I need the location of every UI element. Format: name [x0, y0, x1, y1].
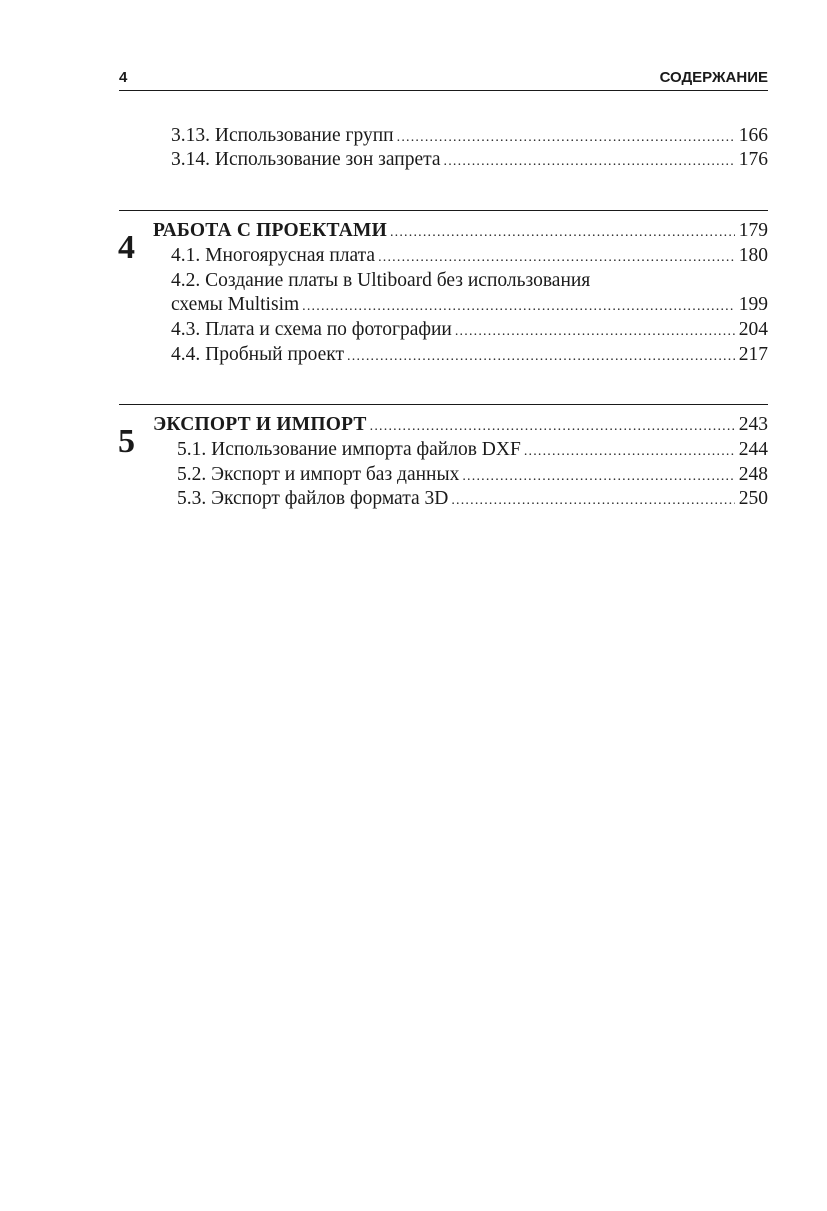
- toc-entry-page: 180: [738, 245, 768, 266]
- header-page-number: 4: [119, 69, 128, 86]
- toc-entry-page: 244: [738, 439, 768, 460]
- toc-entry-title: 4.1. Многоярусная плата: [171, 245, 376, 266]
- dot-leader: [524, 440, 735, 464]
- toc-entry-title: 5.3. Экспорт файлов формата 3D: [177, 488, 449, 509]
- toc-chapter-heading[interactable]: [153, 413, 768, 437]
- chapter-number: 5: [118, 423, 135, 460]
- toc-entry-title: 3.13. Использование групп: [171, 125, 394, 146]
- toc-entry-title: 4.3. Плата и схема по фотографии: [171, 319, 452, 340]
- dot-leader: [455, 320, 735, 344]
- dot-leader: [451, 489, 734, 513]
- chapter-rule: [119, 404, 768, 405]
- toc-entry[interactable]: [171, 318, 768, 342]
- dot-leader: [444, 150, 735, 174]
- toc-entry-title: 5.2. Экспорт и импорт баз данных: [177, 464, 460, 485]
- toc-entry[interactable]: [177, 463, 768, 487]
- toc-entry-page: 250: [738, 488, 768, 509]
- toc-entry[interactable]: [177, 487, 768, 511]
- toc-entry-page: 248: [738, 464, 768, 485]
- toc-entry[interactable]: [171, 124, 768, 148]
- dot-leader: [390, 221, 735, 245]
- dot-leader: [378, 246, 735, 270]
- toc-chapter-heading[interactable]: [153, 219, 768, 243]
- dot-leader: [397, 126, 735, 150]
- toc-entry-page: 199: [738, 294, 768, 315]
- toc-entry[interactable]: [177, 438, 768, 462]
- toc-entry-title: 3.14. Использование зон запрета: [171, 149, 441, 170]
- toc-entry-title: 5.1. Использование импорта файлов DXF: [177, 439, 521, 460]
- chapter-rule: [119, 210, 768, 211]
- toc-entry[interactable]: [171, 148, 768, 172]
- dot-leader: [462, 465, 734, 489]
- chapter-page: 243: [738, 414, 768, 435]
- chapter-title: РАБОТА С ПРОЕКТАМИ: [153, 220, 387, 241]
- toc-entry-title: схемы Multisim: [171, 294, 300, 315]
- dot-leader: [302, 295, 735, 319]
- header-section-title: СОДЕРЖАНИЕ: [659, 69, 768, 86]
- toc-entry-page: 204: [738, 319, 768, 340]
- toc-entry-title-line1[interactable]: 4.2. Создание платы в Ultiboard без использования: [171, 270, 591, 291]
- dot-leader: [347, 345, 735, 369]
- toc-entry[interactable]: [171, 293, 768, 317]
- dot-leader: [370, 415, 735, 439]
- chapter-page: 179: [738, 220, 768, 241]
- toc-entry[interactable]: [171, 244, 768, 268]
- toc-entry-page: 217: [738, 344, 768, 365]
- chapter-number: 4: [118, 229, 135, 266]
- toc-entry-page: 166: [738, 125, 768, 146]
- header-rule: [119, 90, 768, 91]
- toc-entry[interactable]: [171, 343, 768, 367]
- toc-entry-page: 176: [738, 149, 768, 170]
- toc-entry-title: 4.4. Пробный проект: [171, 344, 345, 365]
- running-head: [119, 67, 768, 89]
- chapter-title: ЭКСПОРТ И ИМПОРТ: [153, 414, 367, 435]
